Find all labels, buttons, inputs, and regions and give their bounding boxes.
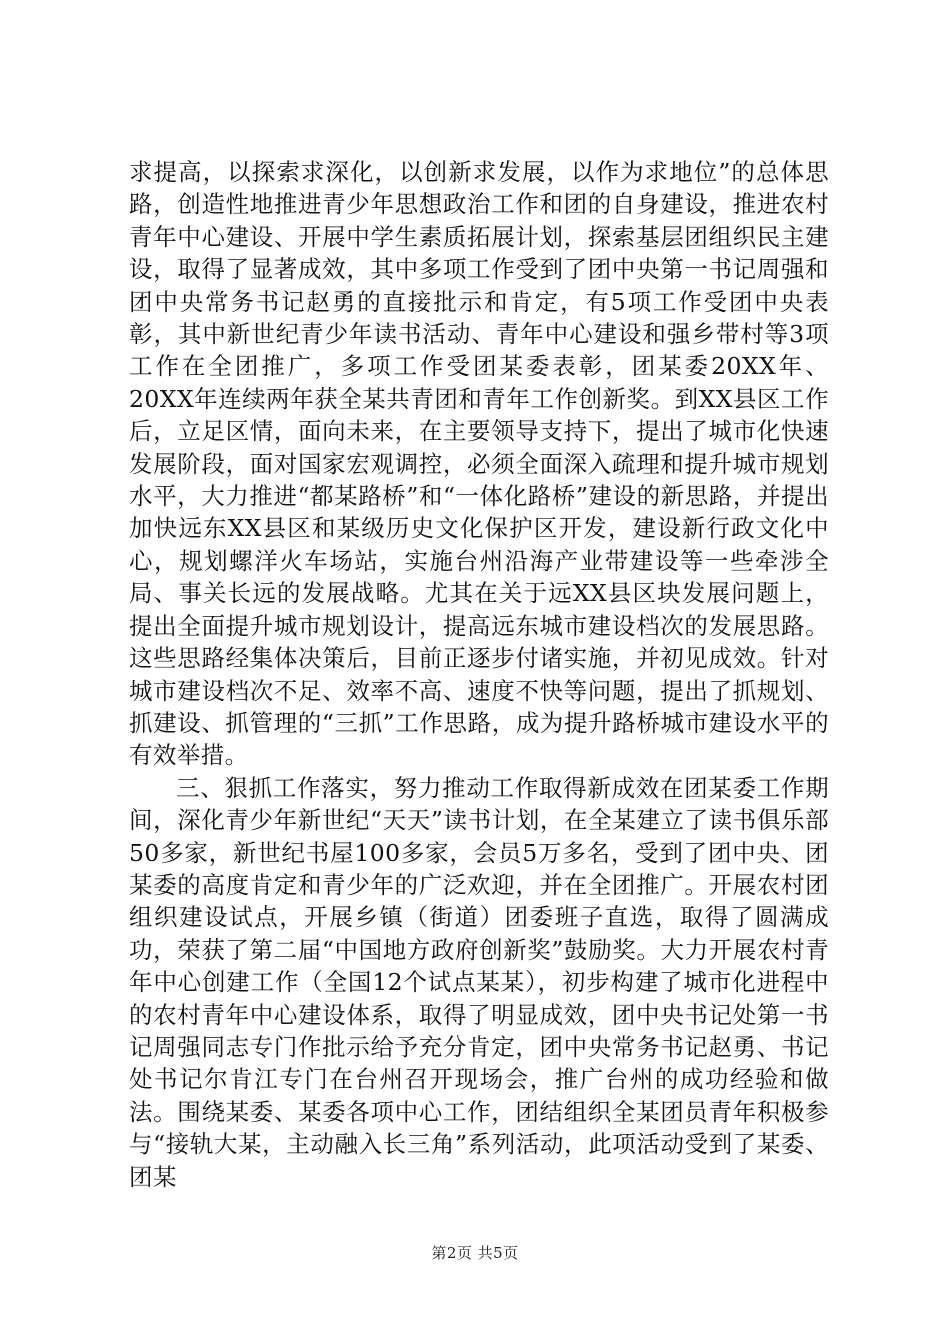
page-footer: 第2页 共5页 [431, 1244, 519, 1262]
document-body [129, 156, 829, 1193]
paragraph-1: 求提高，以探索求深化，以创新求发展，以作为求地位”的总体思路，创造性地推进青少年思想政治工作和团的自身建设，推进农村青年中心建设、开展中学生素质拓展计划，探索基层团组织民主建设，取得了显著成效，其中多项工作受到了团中央第一书记周强和团中央常务书记赵勇的直接批示和肯定，有5项工作受团中央表彰，其中新世纪青少年读书活动、青年中心建设和强乡带村等3项工作在全团推广，多项工作受团某委表彰，团某委20XX年、20XX年连续两年获全某共青团和青年工作创新奖。到XX县区工作后，立足区情，面向未来，在主要领导支持下，提出了城市化快速发展阶段，面对国家宏观调控，必须全面深入疏理和提升城市规划水平，大力推进“都某路桥”和“一体化路桥”建设的新思路，并提出加快远东XX县区和某级历史文化保护区开发，建设新行政文化中心，规划螺洋火车场站，实施台州沿海产业带建设等一些牵涉全局、事关长远的发展战略。尤其在关于远XX县区块发展问题上，提出全面提升城市规划设计，提高远东城市建设档次的发展思路。这些思路经集体决策后，目前正逐步付诸实施，并初见成效。针对城市建设档次不足、效率不高、速度不快等问题，提出了抓规划、抓建设、抓管理的“三抓”工作思路，成为提升路桥城市建设水平的有效举措。 [129, 158, 829, 770]
paragraph-2: 三、狠抓工作落实，努力推动工作取得新成效在团某委工作期间，深化青少年新世纪“天天”读书计划，在全某建立了读书俱乐部50多家，新世纪书屋100多家，会员5万多名，受到了团中央、团某委的高度肯定和青少年的广泛欢迎，并在全团推广。开展农村团组织建设试点，开展乡镇（街道）团委班子直选，取得了圆满成功，荣获了第二届“中国地方政府创新奖”鼓励奖。大力开展农村青年中心创建工作（全国12个试点某某），初步构建了城市化进程中的农村青年中心建设体系，取得了明显成效，团中央书记处第一书记周强同志专门作批示给予充分肯定，团中央常务书记赵勇、书记处书记尔肯江专门在台州召开现场会，推广台州的成功经验和做法。围绕某委、某委各项中心工作，团结组织全某团员青年积极参与“接轨大某，主动融入长三角”系列活动，此项活动受到了某委、团某 [129, 773, 829, 1191]
